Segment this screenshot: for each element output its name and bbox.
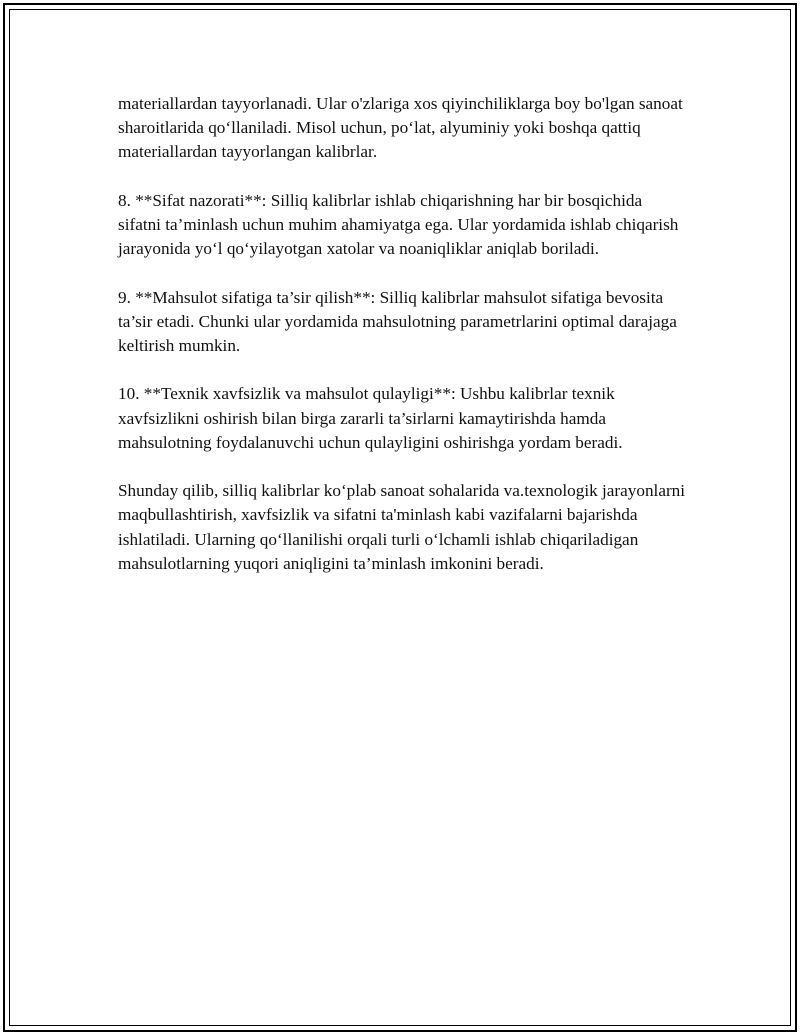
paragraph-product-quality-impact: 9. **Mahsulot sifatiga ta’sir qilish**: Silliq kalibrlar mahsulot sifatiga bevosita ta’sir etadi. Chunki ular yordamida mahsulotning parametrlarini optimal darajaga keltirish mumkin.: [118, 287, 677, 355]
paragraph-materials-continuation: materiallardan tayyorlanadi. Ular o'zlariga xos qiyinchiliklarga boy bo'lgan sanoat sharoitlarida qo‘llaniladi. Misol uchun, po‘lat, alyuminiy yoki boshqa qattiq materiallardan tayyorlangan kalibrlar.: [118, 94, 683, 162]
paragraph-quality-control: 8. **Sifat nazorati**: Silliq kalibrlar ishlab chiqarishning har bir bosqichida sifatni ta’minlash uchun muhim ahamiyatga ega. Ular yordamida ishlab chiqarish jarayonida yo‘l qo‘yilayotgan xatolar va noaniqliklar aniqlab boriladi.: [118, 190, 679, 259]
document-body: [118, 92, 688, 600]
paragraph-conclusion: Shunday qilib, silliq kalibrlar ko‘plab sanoat sohalarida va.texnologik jarayonlarni maqbullashtirish, xavfsizlik va sifatni ta'minlash kabi vazifalarni bajarishda ishlatiladi. Ularning qo‘llanilishi orqali turli o‘lchamli ishlab chiqariladigan mahsulotlarning yuqori aniqligini ta’minlash imkonini beradi.: [118, 481, 686, 573]
paragraph-technical-safety: 10. **Texnik xavfsizlik va mahsulot qulayligi**: Ushbu kalibrlar texnik xavfsizlikni oshirish bilan birga zararli ta’sirlarni kamaytirishda hamda mahsulotning foydalanuvchi uchun qulayligini oshirishga yordam beradi.: [118, 384, 623, 452]
